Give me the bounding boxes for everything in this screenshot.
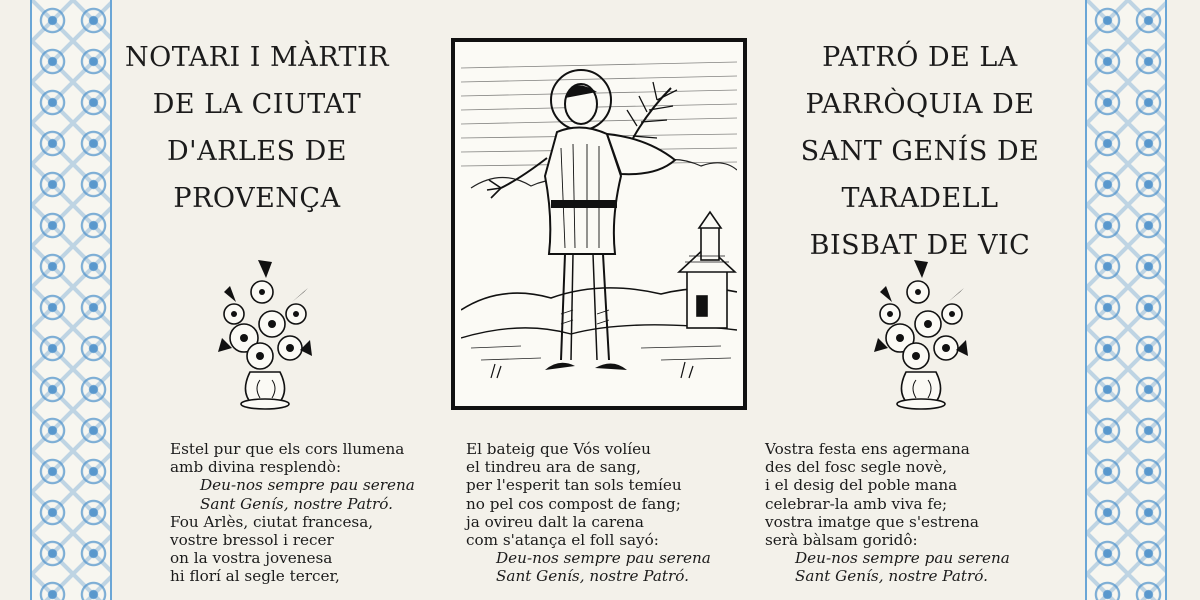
verse-line: com s'atança el foll sayó: bbox=[466, 531, 659, 550]
verse-line: celebrar-la amb viva fe; bbox=[765, 494, 948, 513]
verse-column-middle bbox=[466, 440, 711, 586]
title-left-line: PROVENÇA bbox=[173, 183, 341, 214]
title-right-line: PARRÒQUIA DE bbox=[805, 89, 1035, 120]
verse-line: no pel cos compost de fang; bbox=[466, 494, 681, 513]
saint-figure-icon bbox=[461, 48, 737, 400]
flower-bouquet-icon bbox=[866, 252, 976, 412]
verse-line: Fou Arlès, ciutat francesa, bbox=[170, 512, 374, 531]
title-left-line: D'ARLES DE bbox=[167, 136, 347, 167]
verse-line: hi florí al segle tercer, bbox=[170, 567, 340, 586]
verse-line: on la vostra jovenesa bbox=[170, 549, 333, 568]
title-right-line: TARADELL bbox=[841, 183, 999, 214]
refrain-line: Deu-nos sempre pau serena bbox=[496, 549, 711, 568]
title-right bbox=[755, 34, 1085, 269]
title-left-line: NOTARI I MÀRTIR bbox=[124, 42, 390, 73]
verse-line: vostra imatge que s'estrena bbox=[765, 512, 979, 531]
verse-line: i el desig del poble mana bbox=[765, 476, 958, 495]
title-left bbox=[92, 34, 422, 222]
verse-line: per l'esperit tan sols temíeu bbox=[466, 476, 682, 495]
decorative-border-right bbox=[1085, 0, 1167, 600]
refrain-line: Sant Genís, nostre Patró. bbox=[496, 567, 689, 586]
title-right-line: PATRÓ DE LA bbox=[822, 42, 1018, 73]
verse-line: amb divina resplendò: bbox=[170, 458, 342, 477]
refrain-line: Sant Genís, nostre Patró. bbox=[795, 567, 988, 586]
refrain-line: Deu-nos sempre pau serena bbox=[200, 476, 415, 495]
flower-bouquet-icon bbox=[210, 252, 320, 412]
saint-woodcut-illustration bbox=[451, 38, 747, 410]
refrain-line: Deu-nos sempre pau serena bbox=[795, 549, 1010, 568]
verse-column-right bbox=[765, 440, 1010, 586]
refrain-line: Sant Genís, nostre Patró. bbox=[200, 494, 393, 513]
verse-line: serà bàlsam goridô: bbox=[765, 531, 918, 550]
verse-line: ja ovireu dalt la carena bbox=[466, 512, 644, 531]
verse-line: El bateig que Vós volíeu bbox=[466, 440, 651, 458]
verse-line: Vostra festa ens agermana bbox=[765, 440, 970, 458]
title-right-line: BISBAT DE VIC bbox=[809, 230, 1031, 261]
verse-line: vostre bressol i recer bbox=[170, 531, 334, 550]
title-left-line: DE LA CIUTAT bbox=[152, 89, 362, 120]
verse-line: des del fosc segle novè, bbox=[765, 458, 948, 477]
title-right-line: SANT GENÍS DE bbox=[800, 136, 1040, 167]
verse-column-left bbox=[170, 440, 415, 586]
verse-line: el tindreu ara de sang, bbox=[466, 458, 641, 477]
verse-line: Estel pur que els cors llumena bbox=[170, 440, 405, 458]
